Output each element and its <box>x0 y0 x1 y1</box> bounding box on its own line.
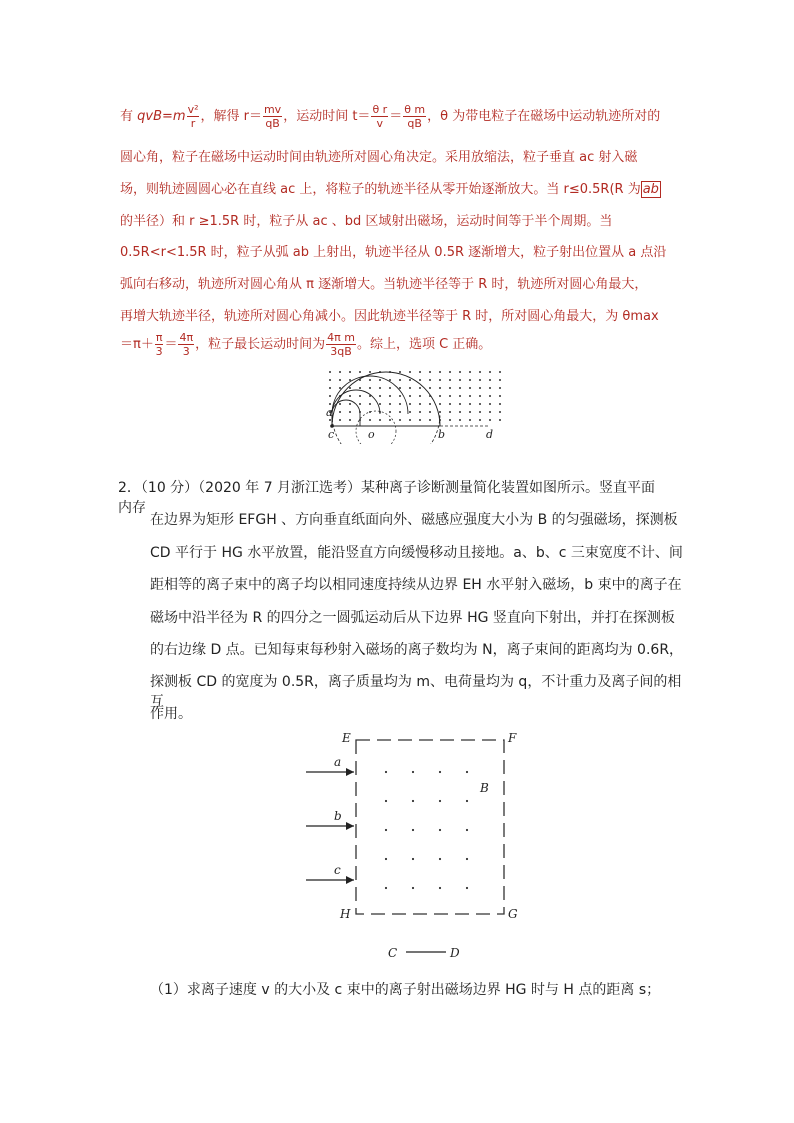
field-dot <box>419 387 421 389</box>
field-dot <box>469 395 471 397</box>
field-dot <box>329 387 331 389</box>
field-dot <box>329 403 331 405</box>
field-dot <box>466 800 468 802</box>
field-dot <box>439 411 441 413</box>
field-dot <box>379 379 381 381</box>
field-dot <box>479 411 481 413</box>
denominator: r <box>190 117 196 130</box>
numerator: θ r <box>372 103 388 116</box>
field-dot <box>489 411 491 413</box>
label-c: c <box>328 428 335 441</box>
field-dot <box>439 771 441 773</box>
label-B: B <box>480 781 489 795</box>
field-dot <box>429 371 431 373</box>
field-dot <box>499 411 501 413</box>
field-dot <box>359 387 361 389</box>
sol-text: ，解得 r＝ <box>200 109 262 124</box>
field-rect-EFGH <box>356 740 504 914</box>
numerator: π <box>155 331 163 344</box>
field-dot <box>339 387 341 389</box>
boxed-symbol: ab <box>642 182 659 197</box>
field-dot <box>439 829 441 831</box>
field-dot <box>439 858 441 860</box>
field-dot <box>412 771 414 773</box>
field-dot <box>412 858 414 860</box>
field-dot <box>469 387 471 389</box>
sol-text: 场，则轨迹圆圆心必在直线 ac 上，将粒子的轨迹半径从零开始逐渐放大。当 r≤0.5R(R 为 <box>120 182 641 197</box>
field-dot <box>359 371 361 373</box>
solution-line-5: 0.5R<r<1.5R 时，粒子从弧 ab 上射出，轨迹半径从 0.5R 逐渐增大，粒子射出位置从 a 点沿 <box>120 245 667 260</box>
field-dot <box>409 411 411 413</box>
field-dot <box>429 387 431 389</box>
numerator: mv <box>263 103 282 116</box>
solution-line-3 <box>120 178 661 197</box>
field-dot <box>429 411 431 413</box>
sol-text: ，运动时间 t＝ <box>283 109 371 124</box>
denominator: 3qB <box>330 345 352 358</box>
field-dot <box>399 419 401 421</box>
field-dot <box>499 387 501 389</box>
field-dot <box>449 379 451 381</box>
denominator: qB <box>407 117 422 130</box>
field-dot <box>409 387 411 389</box>
problem-line-3: CD 平行于 HG 水平放置，能沿竖直方向缓慢移动且接地。a、b、c 三束宽度不计、间 <box>150 545 683 561</box>
field-dot <box>349 387 351 389</box>
field-dot <box>369 403 371 405</box>
problem-diagram <box>298 728 528 964</box>
field-dot <box>439 800 441 802</box>
field-dot <box>385 771 387 773</box>
field-dot <box>339 411 341 413</box>
field-dot <box>419 371 421 373</box>
field-dot <box>399 403 401 405</box>
field-dot <box>439 403 441 405</box>
field-dot <box>466 771 468 773</box>
field-dot <box>369 379 371 381</box>
field-dot <box>379 403 381 405</box>
field-dot <box>499 419 501 421</box>
label-H: H <box>340 907 351 921</box>
field-dot <box>385 800 387 802</box>
field-dot <box>466 858 468 860</box>
field-dot <box>439 379 441 381</box>
field-dot <box>329 379 331 381</box>
field-dot <box>339 403 341 405</box>
field-dot <box>469 411 471 413</box>
sol-text: ，θ 为带电粒子在磁场中运动轨迹所对的 <box>427 109 661 124</box>
solution-line-2: 圆心角，粒子在磁场中运动时间由轨迹所对圆心角决定。采用放缩法，粒子垂直 ac 射入磁 <box>120 150 638 165</box>
label-b: b <box>438 428 446 441</box>
trajectory-circle-dashed <box>356 411 396 444</box>
fraction <box>155 332 164 357</box>
label-G: G <box>508 907 518 921</box>
field-dot <box>339 419 341 421</box>
field-dot <box>499 371 501 373</box>
field-dot <box>479 419 481 421</box>
field-dots <box>385 771 468 889</box>
field-dot <box>449 395 451 397</box>
solution-line-7: 再增大轨迹半径，轨迹所对圆心角减小。因此轨迹半径等于 R 时，所对圆心角最大，为 θmax <box>120 309 659 324</box>
field-dot <box>379 395 381 397</box>
field-dot <box>359 395 361 397</box>
fraction <box>326 332 356 357</box>
numerator: 4π m <box>327 331 355 344</box>
beam-b-arrowhead <box>346 822 354 830</box>
problem-line-8: 作用。 <box>150 706 192 722</box>
field-dot <box>429 419 431 421</box>
problem-line-6: 的右边缘 D 点。已知每束每秒射入磁场的离子数均为 N，离子束间的距离均为 0.6R， <box>150 642 684 658</box>
field-dot <box>409 379 411 381</box>
field-dot <box>409 419 411 421</box>
label-c: c <box>334 863 341 877</box>
sol-text: ＝π＋ <box>120 337 154 352</box>
numerator: v² <box>187 103 199 116</box>
field-dot <box>459 419 461 421</box>
field-dot <box>379 419 381 421</box>
field-dot <box>459 379 461 381</box>
label-E: E <box>342 731 351 745</box>
field-dot <box>439 395 441 397</box>
field-dot <box>419 395 421 397</box>
trajectory-dashed <box>332 414 440 444</box>
solution-figure <box>322 366 512 444</box>
problem-line-2: 在边界为矩形 EFGH 、方向垂直纸面向外、磁感应强度大小为 B 的匀强磁场，探测板 <box>150 512 678 528</box>
field-dot <box>459 411 461 413</box>
field-dot <box>469 379 471 381</box>
field-dot <box>399 371 401 373</box>
denominator: 3 <box>155 345 163 358</box>
field-dot <box>349 395 351 397</box>
field-dots <box>329 371 501 421</box>
field-dot <box>459 395 461 397</box>
arc-ab <box>332 372 440 426</box>
field-dot <box>499 403 501 405</box>
label-a: a <box>334 755 342 769</box>
field-dot <box>389 403 391 405</box>
field-dot <box>499 379 501 381</box>
field-dot <box>412 829 414 831</box>
fraction <box>403 104 426 129</box>
field-dot <box>449 403 451 405</box>
numerator: θ m <box>404 103 426 116</box>
field-dot <box>369 387 371 389</box>
field-dot <box>389 395 391 397</box>
field-dot <box>469 419 471 421</box>
field-dot <box>399 395 401 397</box>
field-dot <box>439 387 441 389</box>
solution-line-8 <box>120 332 491 357</box>
field-dot <box>449 387 451 389</box>
beam-a-arrowhead <box>346 768 354 776</box>
field-dot <box>429 403 431 405</box>
label-d: d <box>486 428 494 441</box>
problem-line-1: 2．（10 分）（2020 年 7 月浙江选考）某种离子诊断测量简化装置如图所示。竖直平面内存 <box>118 480 656 516</box>
field-dot <box>466 887 468 889</box>
label-C: C <box>388 946 398 960</box>
label-b: b <box>334 809 342 823</box>
field-dot <box>489 419 491 421</box>
solution-line-6: 弧向右移动，轨迹所对圆心角从 π 逐渐增大。当轨迹半径等于 R 时，轨迹所对圆心角最大， <box>120 277 648 292</box>
label-a: a <box>326 406 333 419</box>
field-dot <box>469 403 471 405</box>
field-dot <box>449 411 451 413</box>
field-dot <box>466 829 468 831</box>
field-dot <box>459 387 461 389</box>
field-dot <box>349 419 351 421</box>
field-dot <box>479 387 481 389</box>
field-dot <box>439 371 441 373</box>
field-dot <box>329 395 331 397</box>
field-dot <box>389 411 391 413</box>
field-dot <box>459 371 461 373</box>
field-dot <box>369 419 371 421</box>
field-dot <box>389 419 391 421</box>
field-dot <box>369 371 371 373</box>
field-dot <box>385 887 387 889</box>
field-dot <box>399 379 401 381</box>
field-dot <box>479 403 481 405</box>
label-D: D <box>450 946 460 960</box>
field-dot <box>399 411 401 413</box>
denominator: qB <box>265 117 280 130</box>
trajectory-small <box>332 400 360 426</box>
field-dot <box>349 371 351 373</box>
field-dot <box>349 403 351 405</box>
field-dot <box>479 371 481 373</box>
field-dot <box>409 395 411 397</box>
field-dot <box>459 403 461 405</box>
fraction <box>187 104 200 129</box>
question-1: （1）求离子速度 v 的大小及 c 束中的离子射出磁场边界 HG 时与 H 点的距离 s； <box>150 982 661 998</box>
field-dot <box>469 371 471 373</box>
field-dot <box>449 419 451 421</box>
denominator: v <box>376 117 384 130</box>
label-F: F <box>508 731 517 745</box>
field-dot <box>385 829 387 831</box>
field-dot <box>339 371 341 373</box>
field-dot <box>419 419 421 421</box>
field-dot <box>379 387 381 389</box>
solution-line-4: 的半径）和 r ≥1.5R 时，粒子从 ac 、bd 区域射出磁场，运动时间等于半个周期。当 <box>120 214 613 229</box>
solution-line-1 <box>120 104 660 129</box>
fraction <box>371 104 388 129</box>
field-dot <box>439 887 441 889</box>
field-dot <box>409 371 411 373</box>
field-dot <box>479 395 481 397</box>
field-dot <box>489 395 491 397</box>
sol-text: ，粒子最长运动时间为 <box>195 337 326 352</box>
fraction <box>178 332 194 357</box>
field-dot <box>409 403 411 405</box>
field-dot <box>339 379 341 381</box>
problem-line-5: 磁场中沿半径为 R 的四分之一圆弧运动后从下边界 HG 竖直向下射出，并打在探测板 <box>150 610 675 626</box>
field-dot <box>419 411 421 413</box>
label-o: o <box>368 428 375 441</box>
field-dot <box>419 379 421 381</box>
sol-text: 有 <box>120 109 138 124</box>
field-dot <box>489 387 491 389</box>
problem-line-4: 距相等的离子束中的离子均以相同速度持续从边界 EH 水平射入磁场，b 束中的离子在 <box>150 577 682 593</box>
field-dot <box>479 379 481 381</box>
field-dot <box>399 387 401 389</box>
field-dot <box>449 371 451 373</box>
problem-line-7: 探测板 CD 的宽度为 0.5R，离子质量均为 m、电荷量均为 q，不计重力及离子间的相互 <box>150 674 682 710</box>
field-dot <box>389 387 391 389</box>
field-dot <box>412 800 414 802</box>
field-dot <box>499 395 501 397</box>
field-dot <box>329 419 331 421</box>
field-dot <box>489 371 491 373</box>
field-dot <box>349 411 351 413</box>
field-dot <box>489 403 491 405</box>
numerator: 4π <box>179 331 194 344</box>
fraction <box>263 104 282 129</box>
field-dot <box>385 858 387 860</box>
field-dot <box>412 887 414 889</box>
sol-text: ＝ <box>389 109 403 124</box>
sol-text: 。综上，选项 C 正确。 <box>356 337 492 352</box>
field-dot <box>489 379 491 381</box>
field-dot <box>429 379 431 381</box>
field-dot <box>359 403 361 405</box>
field-dot <box>419 403 421 405</box>
sol-text: ＝ <box>164 337 178 352</box>
field-dot <box>329 371 331 373</box>
beam-c-arrowhead <box>346 876 354 884</box>
equation-lhs: qvB=m <box>137 109 186 124</box>
denominator: 3 <box>182 345 190 358</box>
